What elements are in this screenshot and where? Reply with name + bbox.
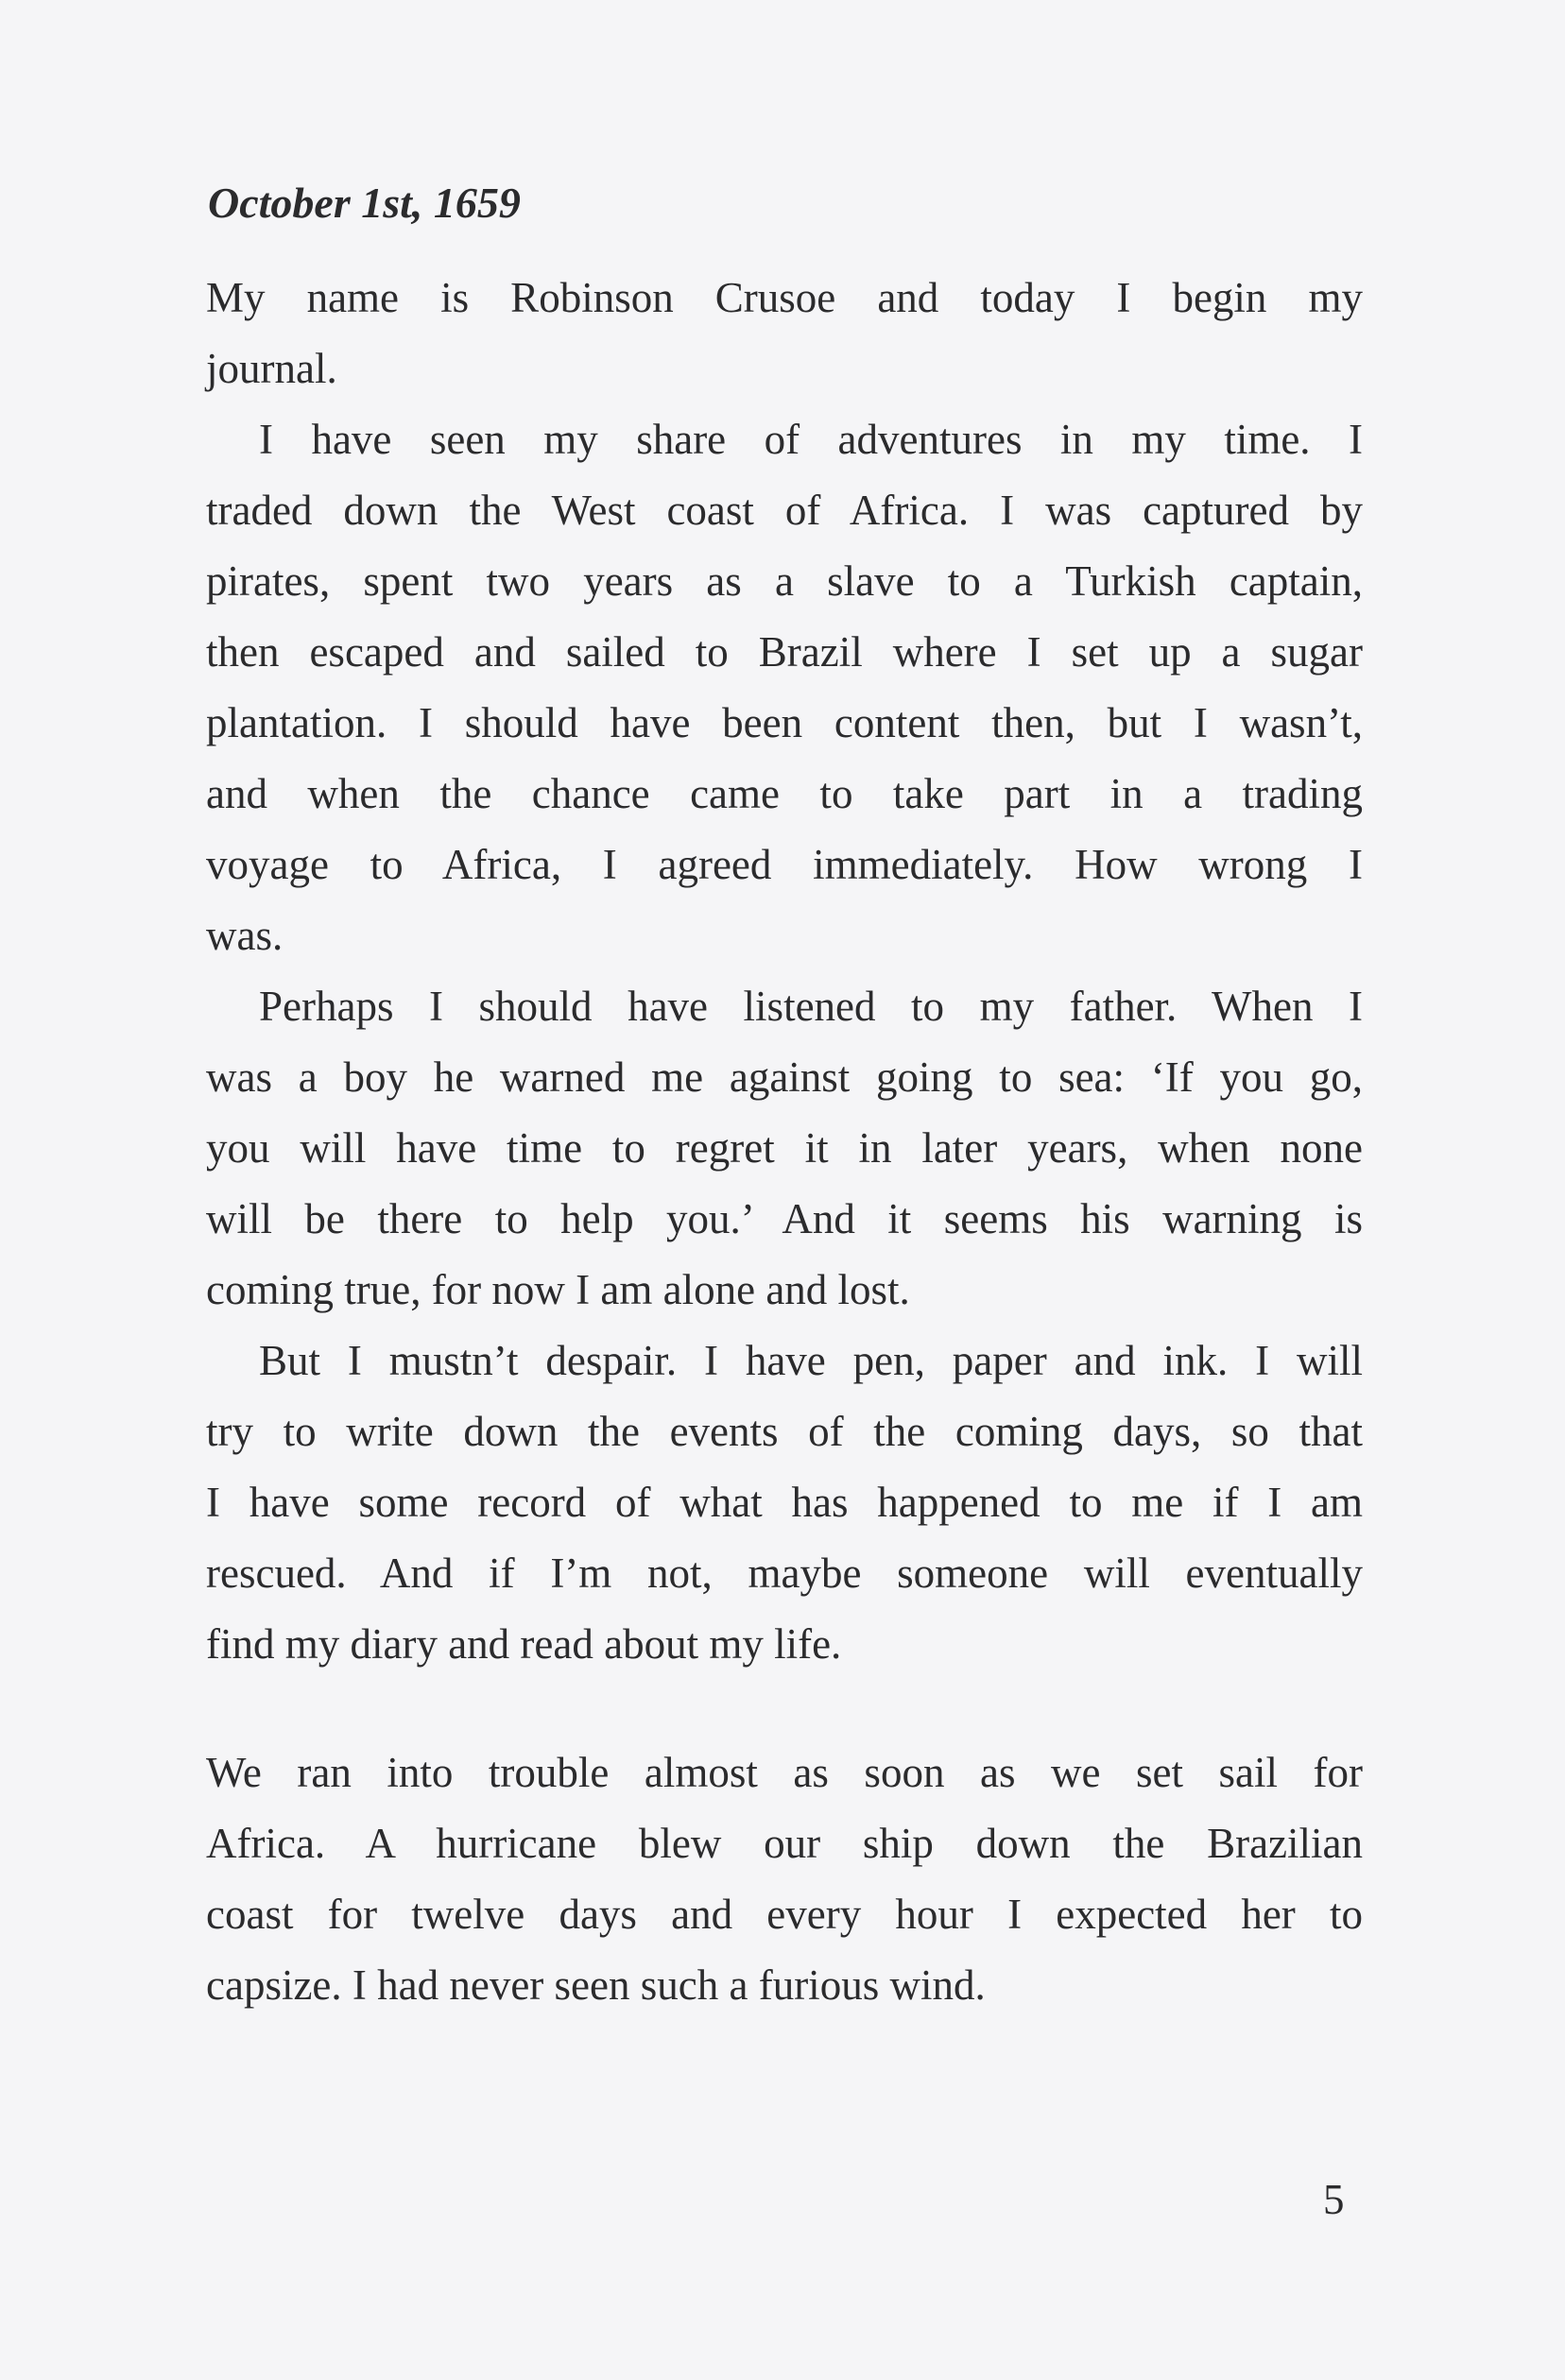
paragraph-line: was a boy he warned me against going to sea: ‘If you go, — [206, 1053, 1363, 1101]
paragraph-line: coming true, for now I am alone and lost. — [206, 1266, 910, 1313]
journal-text-block-2 — [206, 1738, 1363, 2021]
paragraph-line: We ran into trouble almost as soon as we set sail for — [206, 1749, 1363, 1796]
paragraph-line: traded down the West coast of Africa. I was captured by — [206, 487, 1363, 534]
paragraph-line: you will have time to regret it in later years, when none — [206, 1124, 1363, 1172]
paragraph-line: I have some record of what has happened to me if I am — [206, 1479, 1363, 1526]
paragraph-line: and when the chance came to take part in a trading — [206, 770, 1363, 817]
page-number: 5 — [1323, 2176, 1345, 2223]
paragraph-line: I have seen my share of adventures in my time. I — [259, 416, 1363, 463]
paragraph-line: will be there to help you.’ And it seems his warning is — [206, 1195, 1363, 1242]
journal-text-block — [206, 263, 1363, 1680]
paragraph-line: But I mustn’t despair. I have pen, paper and ink. I will — [259, 1337, 1363, 1384]
paragraph-line: coast for twelve days and every hour I expected her to — [206, 1891, 1363, 1938]
paragraph-line: then escaped and sailed to Brazil where I set up a sugar — [206, 628, 1363, 676]
paragraph-line: Perhaps I should have listened to my father. When I — [259, 983, 1363, 1030]
paragraph-line: journal. — [206, 345, 337, 392]
paragraph-line: pirates, spent two years as a slave to a Turkish captain, — [206, 557, 1363, 605]
paragraph-line: plantation. I should have been content then, but I wasn’t, — [206, 699, 1363, 746]
paragraph-line: try to write down the events of the coming days, so that — [206, 1408, 1363, 1455]
paragraph-line: Africa. A hurricane blew our ship down the Brazilian — [206, 1820, 1363, 1867]
paragraph-line: rescued. And if I’m not, maybe someone will eventually — [206, 1550, 1363, 1597]
entry-date-heading: October 1st, 1659 — [208, 179, 521, 227]
paragraph-line: My name is Robinson Crusoe and today I begin my — [206, 274, 1363, 321]
paragraph-line: voyage to Africa, I agreed immediately. How wrong I — [206, 841, 1363, 888]
paragraph-line: find my diary and read about my life. — [206, 1620, 842, 1668]
paragraph-line: was. — [206, 912, 284, 959]
paragraph-line: capsize. I had never seen such a furious wind. — [206, 1961, 986, 2009]
